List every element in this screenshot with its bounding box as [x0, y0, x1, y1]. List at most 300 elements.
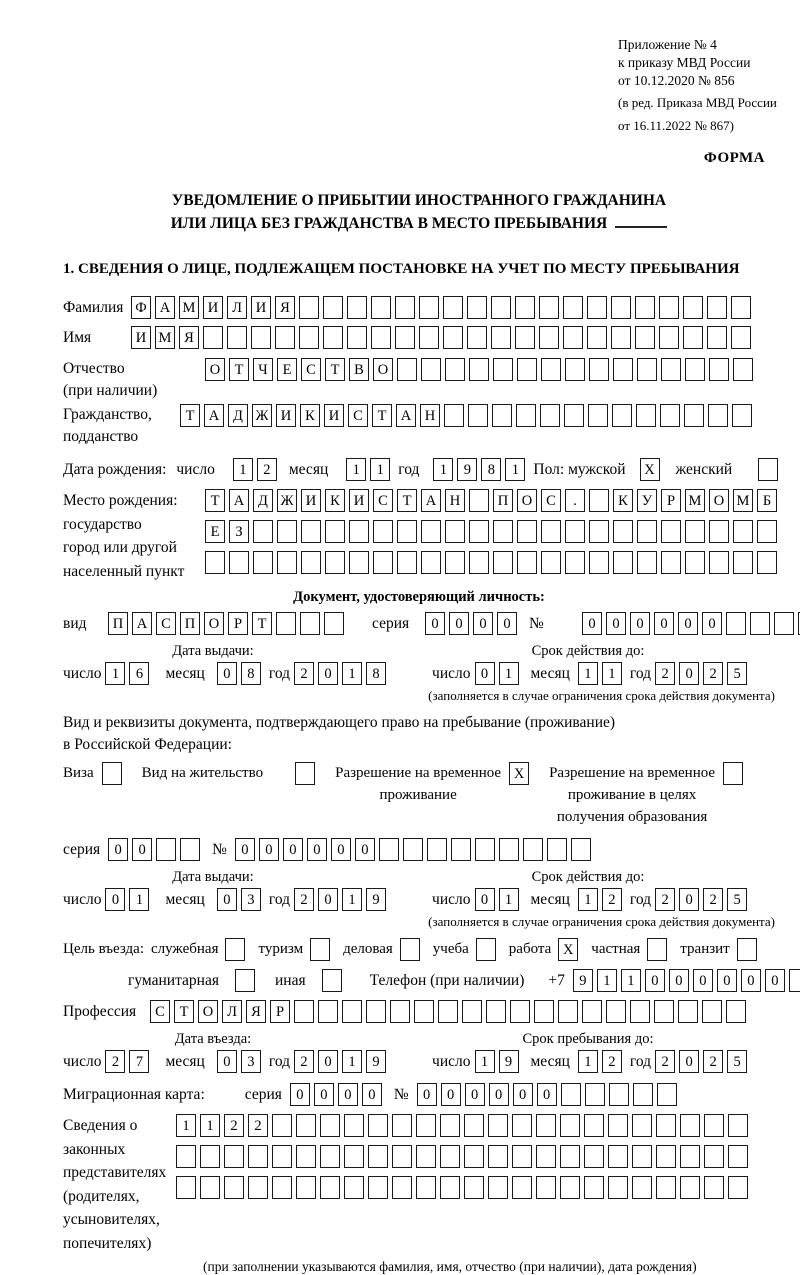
char-cell[interactable] [608, 1176, 628, 1199]
char-cell[interactable] [445, 520, 465, 543]
char-cell[interactable] [589, 358, 609, 381]
char-cell[interactable] [737, 938, 757, 961]
char-cell[interactable]: 0 [105, 888, 125, 911]
char-cell[interactable] [732, 404, 752, 427]
char-cell[interactable] [709, 520, 729, 543]
char-cell[interactable] [611, 326, 631, 349]
char-cell[interactable] [296, 1145, 316, 1168]
char-cell[interactable] [486, 1000, 506, 1023]
char-cell[interactable]: 0 [217, 1050, 237, 1073]
char-cell[interactable]: Я [246, 1000, 266, 1023]
char-cell[interactable]: 1 [505, 458, 525, 481]
char-cell[interactable] [683, 296, 703, 319]
char-cell[interactable] [685, 358, 705, 381]
char-cell[interactable] [608, 1114, 628, 1137]
char-cell[interactable]: И [203, 296, 223, 319]
char-cell[interactable] [516, 404, 536, 427]
char-cell[interactable] [344, 1114, 364, 1137]
char-cell[interactable] [564, 404, 584, 427]
char-cell[interactable] [512, 1114, 532, 1137]
char-cell[interactable]: 2 [294, 888, 314, 911]
char-cell[interactable] [421, 551, 441, 574]
char-cell[interactable] [611, 296, 631, 319]
char-cell[interactable]: 0 [497, 612, 517, 635]
char-cell[interactable]: 0 [235, 838, 255, 861]
char-cell[interactable]: 0 [259, 838, 279, 861]
char-cell[interactable]: А [421, 489, 441, 512]
char-cell[interactable] [656, 1145, 676, 1168]
char-cell[interactable]: 2 [655, 888, 675, 911]
char-cell[interactable]: 0 [765, 969, 785, 992]
char-cell[interactable] [560, 1114, 580, 1137]
char-cell[interactable]: 0 [679, 888, 699, 911]
char-cell[interactable] [680, 1114, 700, 1137]
char-cell[interactable] [560, 1176, 580, 1199]
char-cell[interactable]: Т [229, 358, 249, 381]
char-cell[interactable] [205, 551, 225, 574]
char-cell[interactable] [523, 838, 543, 861]
char-cell[interactable] [709, 358, 729, 381]
char-cell[interactable]: 1 [346, 458, 366, 481]
char-cell[interactable] [325, 551, 345, 574]
char-cell[interactable]: О [517, 489, 537, 512]
char-cell[interactable]: Е [205, 520, 225, 543]
char-cell[interactable]: И [131, 326, 151, 349]
char-cell[interactable]: Е [277, 358, 297, 381]
char-cell[interactable]: Т [397, 489, 417, 512]
char-cell[interactable] [324, 612, 344, 635]
char-cell[interactable] [272, 1176, 292, 1199]
char-cell[interactable]: 0 [475, 888, 495, 911]
char-cell[interactable]: 8 [481, 458, 501, 481]
char-cell[interactable] [632, 1145, 652, 1168]
char-cell[interactable] [704, 1114, 724, 1137]
char-cell[interactable] [635, 296, 655, 319]
char-cell[interactable] [709, 551, 729, 574]
char-cell[interactable] [395, 296, 415, 319]
char-cell[interactable]: 1 [602, 662, 622, 685]
char-cell[interactable] [493, 358, 513, 381]
char-cell[interactable]: 1 [200, 1114, 220, 1137]
char-cell[interactable] [440, 1145, 460, 1168]
char-cell[interactable] [277, 551, 297, 574]
char-cell[interactable] [536, 1176, 556, 1199]
char-cell[interactable] [443, 296, 463, 319]
char-cell[interactable] [176, 1145, 196, 1168]
char-cell[interactable]: 3 [241, 888, 261, 911]
char-cell[interactable] [416, 1145, 436, 1168]
char-cell[interactable] [609, 1083, 629, 1106]
char-cell[interactable]: 0 [318, 888, 338, 911]
char-cell[interactable] [176, 1176, 196, 1199]
char-cell[interactable] [758, 458, 778, 481]
char-cell[interactable] [347, 296, 367, 319]
char-cell[interactable]: В [349, 358, 369, 381]
char-cell[interactable]: 2 [703, 662, 723, 685]
char-cell[interactable] [445, 551, 465, 574]
char-cell[interactable] [400, 938, 420, 961]
char-cell[interactable]: 0 [465, 1083, 485, 1106]
char-cell[interactable]: С [150, 1000, 170, 1023]
char-cell[interactable] [344, 1145, 364, 1168]
char-cell[interactable] [491, 326, 511, 349]
char-cell[interactable]: 0 [331, 838, 351, 861]
char-cell[interactable]: 1 [578, 888, 598, 911]
char-cell[interactable]: 0 [741, 969, 761, 992]
char-cell[interactable]: X [640, 458, 660, 481]
char-cell[interactable] [612, 404, 632, 427]
char-cell[interactable] [637, 551, 657, 574]
char-cell[interactable] [225, 938, 245, 961]
char-cell[interactable] [632, 1176, 652, 1199]
char-cell[interactable]: 0 [425, 612, 445, 635]
char-cell[interactable]: 0 [355, 838, 375, 861]
char-cell[interactable]: Ж [277, 489, 297, 512]
char-cell[interactable] [517, 520, 537, 543]
char-cell[interactable] [310, 938, 330, 961]
char-cell[interactable]: 1 [621, 969, 641, 992]
char-cell[interactable] [534, 1000, 554, 1023]
char-cell[interactable] [320, 1114, 340, 1137]
char-cell[interactable] [419, 296, 439, 319]
char-cell[interactable]: К [613, 489, 633, 512]
char-cell[interactable]: 0 [513, 1083, 533, 1106]
char-cell[interactable]: 0 [217, 662, 237, 685]
char-cell[interactable] [379, 838, 399, 861]
char-cell[interactable] [488, 1176, 508, 1199]
char-cell[interactable] [512, 1176, 532, 1199]
char-cell[interactable] [373, 551, 393, 574]
char-cell[interactable] [276, 612, 296, 635]
char-cell[interactable] [728, 1145, 748, 1168]
char-cell[interactable] [659, 296, 679, 319]
char-cell[interactable] [512, 1145, 532, 1168]
char-cell[interactable] [657, 1083, 677, 1106]
char-cell[interactable] [371, 296, 391, 319]
char-cell[interactable] [320, 1145, 340, 1168]
char-cell[interactable]: И [349, 489, 369, 512]
char-cell[interactable] [685, 551, 705, 574]
char-cell[interactable] [296, 1114, 316, 1137]
char-cell[interactable] [704, 1176, 724, 1199]
char-cell[interactable]: С [348, 404, 368, 427]
char-cell[interactable] [464, 1114, 484, 1137]
char-cell[interactable]: 0 [630, 612, 650, 635]
char-cell[interactable] [571, 838, 591, 861]
char-cell[interactable] [707, 296, 727, 319]
char-cell[interactable]: 7 [129, 1050, 149, 1073]
char-cell[interactable] [397, 520, 417, 543]
char-cell[interactable] [438, 1000, 458, 1023]
char-cell[interactable]: О [205, 358, 225, 381]
char-cell[interactable]: Н [445, 489, 465, 512]
char-cell[interactable] [728, 1114, 748, 1137]
char-cell[interactable]: М [179, 296, 199, 319]
char-cell[interactable] [301, 520, 321, 543]
char-cell[interactable] [275, 326, 295, 349]
char-cell[interactable] [635, 326, 655, 349]
char-cell[interactable] [774, 612, 794, 635]
char-cell[interactable] [203, 326, 223, 349]
char-cell[interactable]: А [229, 489, 249, 512]
char-cell[interactable] [547, 838, 567, 861]
char-cell[interactable]: 2 [105, 1050, 125, 1073]
char-cell[interactable]: С [541, 489, 561, 512]
char-cell[interactable] [253, 520, 273, 543]
char-cell[interactable] [707, 326, 727, 349]
char-cell[interactable] [272, 1114, 292, 1137]
char-cell[interactable]: 0 [449, 612, 469, 635]
char-cell[interactable]: Ф [131, 296, 151, 319]
char-cell[interactable]: Р [228, 612, 248, 635]
char-cell[interactable] [462, 1000, 482, 1023]
char-cell[interactable]: Т [180, 404, 200, 427]
char-cell[interactable] [224, 1176, 244, 1199]
char-cell[interactable] [517, 358, 537, 381]
char-cell[interactable]: 3 [241, 1050, 261, 1073]
char-cell[interactable]: 0 [717, 969, 737, 992]
char-cell[interactable] [390, 1000, 410, 1023]
char-cell[interactable]: 2 [602, 888, 622, 911]
char-cell[interactable] [654, 1000, 674, 1023]
char-cell[interactable]: 0 [290, 1083, 310, 1106]
char-cell[interactable] [558, 1000, 578, 1023]
char-cell[interactable] [510, 1000, 530, 1023]
char-cell[interactable] [541, 520, 561, 543]
char-cell[interactable] [464, 1145, 484, 1168]
char-cell[interactable]: О [204, 612, 224, 635]
char-cell[interactable] [499, 838, 519, 861]
char-cell[interactable]: 2 [294, 1050, 314, 1073]
char-cell[interactable] [392, 1114, 412, 1137]
char-cell[interactable] [661, 358, 681, 381]
char-cell[interactable] [584, 1176, 604, 1199]
char-cell[interactable] [608, 1145, 628, 1168]
char-cell[interactable] [443, 326, 463, 349]
char-cell[interactable]: А [204, 404, 224, 427]
char-cell[interactable] [515, 296, 535, 319]
char-cell[interactable] [419, 326, 439, 349]
char-cell[interactable] [344, 1176, 364, 1199]
char-cell[interactable] [637, 520, 657, 543]
char-cell[interactable] [588, 404, 608, 427]
char-cell[interactable] [757, 551, 777, 574]
char-cell[interactable] [560, 1145, 580, 1168]
char-cell[interactable] [235, 969, 255, 992]
char-cell[interactable]: М [155, 326, 175, 349]
char-cell[interactable] [156, 838, 176, 861]
char-cell[interactable]: 1 [475, 1050, 495, 1073]
char-cell[interactable]: 0 [475, 662, 495, 685]
char-cell[interactable] [493, 520, 513, 543]
char-cell[interactable] [733, 551, 753, 574]
char-cell[interactable]: А [132, 612, 152, 635]
char-cell[interactable] [397, 551, 417, 574]
char-cell[interactable]: Т [174, 1000, 194, 1023]
char-cell[interactable]: X [558, 938, 578, 961]
char-cell[interactable] [750, 612, 770, 635]
char-cell[interactable]: П [493, 489, 513, 512]
char-cell[interactable]: X [509, 762, 529, 785]
char-cell[interactable]: 0 [362, 1083, 382, 1106]
char-cell[interactable]: 0 [338, 1083, 358, 1106]
char-cell[interactable] [475, 838, 495, 861]
char-cell[interactable] [248, 1176, 268, 1199]
char-cell[interactable] [403, 838, 423, 861]
char-cell[interactable]: У [637, 489, 657, 512]
char-cell[interactable]: 8 [241, 662, 261, 685]
char-cell[interactable]: А [155, 296, 175, 319]
char-cell[interactable]: 5 [727, 888, 747, 911]
char-cell[interactable]: . [565, 489, 585, 512]
char-cell[interactable]: 2 [703, 1050, 723, 1073]
char-cell[interactable] [349, 520, 369, 543]
char-cell[interactable] [368, 1114, 388, 1137]
char-cell[interactable]: И [301, 489, 321, 512]
char-cell[interactable] [733, 520, 753, 543]
char-cell[interactable] [469, 551, 489, 574]
char-cell[interactable] [325, 520, 345, 543]
char-cell[interactable] [296, 1176, 316, 1199]
char-cell[interactable]: 5 [727, 1050, 747, 1073]
char-cell[interactable]: Т [205, 489, 225, 512]
char-cell[interactable] [469, 358, 489, 381]
char-cell[interactable] [726, 612, 746, 635]
char-cell[interactable] [224, 1145, 244, 1168]
char-cell[interactable] [493, 551, 513, 574]
char-cell[interactable]: 0 [314, 1083, 334, 1106]
char-cell[interactable]: О [373, 358, 393, 381]
char-cell[interactable]: 0 [217, 888, 237, 911]
char-cell[interactable] [251, 326, 271, 349]
char-cell[interactable]: Я [275, 296, 295, 319]
char-cell[interactable] [613, 551, 633, 574]
char-cell[interactable]: 0 [693, 969, 713, 992]
char-cell[interactable]: 9 [366, 888, 386, 911]
char-cell[interactable] [587, 326, 607, 349]
char-cell[interactable] [444, 404, 464, 427]
char-cell[interactable] [661, 551, 681, 574]
char-cell[interactable]: Т [252, 612, 272, 635]
char-cell[interactable] [733, 358, 753, 381]
char-cell[interactable] [540, 404, 560, 427]
char-cell[interactable] [476, 938, 496, 961]
char-cell[interactable]: М [733, 489, 753, 512]
char-cell[interactable]: 2 [703, 888, 723, 911]
char-cell[interactable]: 0 [132, 838, 152, 861]
char-cell[interactable] [659, 326, 679, 349]
char-cell[interactable] [451, 838, 471, 861]
char-cell[interactable] [587, 296, 607, 319]
char-cell[interactable]: 0 [473, 612, 493, 635]
char-cell[interactable] [678, 1000, 698, 1023]
char-cell[interactable] [366, 1000, 386, 1023]
char-cell[interactable]: И [324, 404, 344, 427]
char-cell[interactable]: Ч [253, 358, 273, 381]
char-cell[interactable] [397, 358, 417, 381]
char-cell[interactable]: И [251, 296, 271, 319]
char-cell[interactable] [630, 1000, 650, 1023]
char-cell[interactable] [582, 1000, 602, 1023]
char-cell[interactable] [708, 404, 728, 427]
char-cell[interactable] [636, 404, 656, 427]
char-cell[interactable]: 1 [342, 888, 362, 911]
char-cell[interactable]: 2 [294, 662, 314, 685]
char-cell[interactable] [414, 1000, 434, 1023]
char-cell[interactable] [561, 1083, 581, 1106]
char-cell[interactable] [492, 404, 512, 427]
char-cell[interactable] [589, 520, 609, 543]
char-cell[interactable]: 1 [499, 888, 519, 911]
char-cell[interactable] [368, 1176, 388, 1199]
char-cell[interactable] [589, 551, 609, 574]
char-cell[interactable] [585, 1083, 605, 1106]
char-cell[interactable]: С [156, 612, 176, 635]
char-cell[interactable]: 1 [233, 458, 253, 481]
char-cell[interactable] [565, 358, 585, 381]
char-cell[interactable] [488, 1145, 508, 1168]
char-cell[interactable] [299, 326, 319, 349]
char-cell[interactable]: 0 [307, 838, 327, 861]
char-cell[interactable] [491, 296, 511, 319]
char-cell[interactable]: М [685, 489, 705, 512]
char-cell[interactable] [445, 358, 465, 381]
char-cell[interactable]: Л [227, 296, 247, 319]
char-cell[interactable] [685, 520, 705, 543]
char-cell[interactable]: Л [222, 1000, 242, 1023]
char-cell[interactable]: 1 [597, 969, 617, 992]
char-cell[interactable] [294, 1000, 314, 1023]
char-cell[interactable]: Д [228, 404, 248, 427]
char-cell[interactable]: Ж [252, 404, 272, 427]
char-cell[interactable] [323, 296, 343, 319]
char-cell[interactable] [416, 1114, 436, 1137]
char-cell[interactable]: О [198, 1000, 218, 1023]
char-cell[interactable]: 2 [655, 662, 675, 685]
char-cell[interactable] [647, 938, 667, 961]
char-cell[interactable]: 8 [366, 662, 386, 685]
char-cell[interactable] [723, 762, 743, 785]
char-cell[interactable] [613, 520, 633, 543]
char-cell[interactable] [200, 1176, 220, 1199]
char-cell[interactable] [565, 551, 585, 574]
char-cell[interactable]: А [396, 404, 416, 427]
char-cell[interactable] [536, 1145, 556, 1168]
char-cell[interactable]: С [301, 358, 321, 381]
char-cell[interactable] [373, 520, 393, 543]
char-cell[interactable]: 9 [457, 458, 477, 481]
char-cell[interactable]: Н [420, 404, 440, 427]
char-cell[interactable]: 1 [433, 458, 453, 481]
char-cell[interactable]: 1 [342, 662, 362, 685]
char-cell[interactable] [684, 404, 704, 427]
char-cell[interactable]: 1 [342, 1050, 362, 1073]
char-cell[interactable]: 0 [283, 838, 303, 861]
char-cell[interactable] [589, 489, 609, 512]
char-cell[interactable] [347, 326, 367, 349]
char-cell[interactable]: Б [757, 489, 777, 512]
char-cell[interactable] [563, 296, 583, 319]
char-cell[interactable] [467, 296, 487, 319]
char-cell[interactable] [368, 1145, 388, 1168]
char-cell[interactable]: 0 [318, 1050, 338, 1073]
char-cell[interactable]: П [180, 612, 200, 635]
char-cell[interactable] [469, 520, 489, 543]
char-cell[interactable] [320, 1176, 340, 1199]
char-cell[interactable]: 1 [370, 458, 390, 481]
char-cell[interactable]: 6 [129, 662, 149, 685]
char-cell[interactable]: 1 [578, 1050, 598, 1073]
